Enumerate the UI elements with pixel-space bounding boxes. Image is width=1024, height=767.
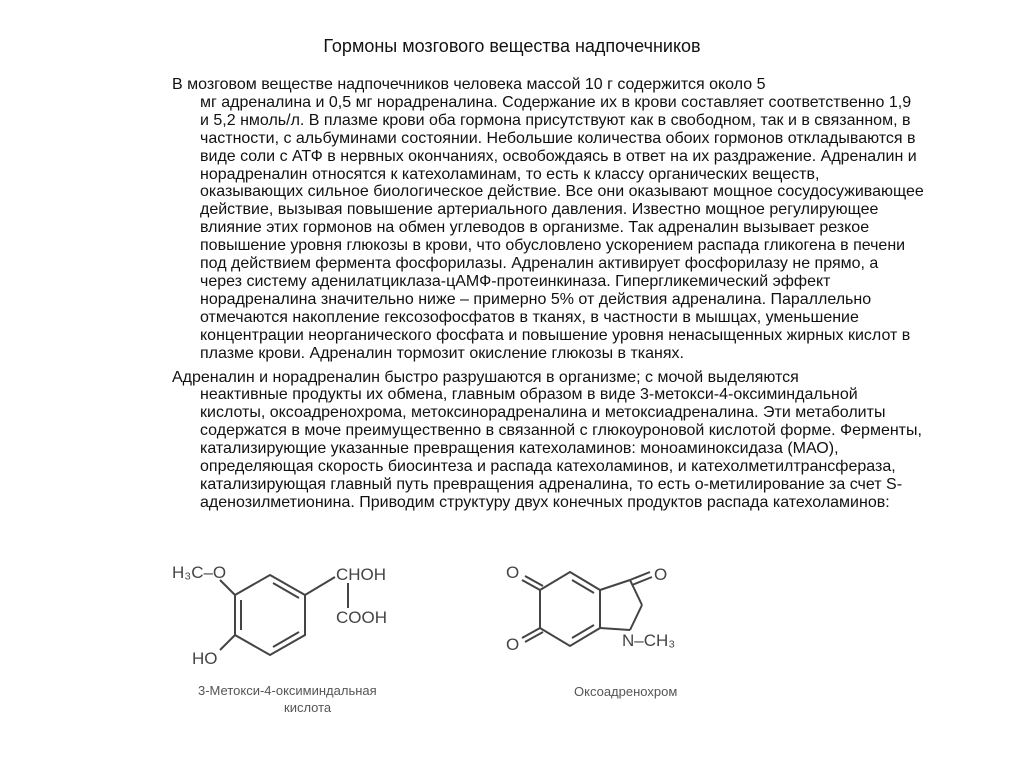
text-line: В мозговом веществе надпочечников человека массой 10 г содержится около 5	[172, 76, 766, 93]
text-line: Адреналин и норадреналин быстро разрушаются в организме; с мочой выделяются	[172, 368, 799, 386]
text-line: виде соли с АТФ в нервных окончаниях, освобождаясь в ответ на их раздражение. Адреналин и	[200, 147, 917, 165]
caption-structure-1-line2: кислота	[284, 700, 332, 715]
text-line: действие, вызывая повышение артериального давления. Известно мощное регулирующее	[200, 201, 879, 219]
text-line: мг адреналина и 0,5 мг норадреналина. Содержание их в крови составляет соответственно 1,9	[200, 93, 912, 111]
text-line: определяющая скорость биосинтеза и распада катехоламинов, и катехолметилтрансфераза,	[200, 458, 896, 476]
o-left-top-label: O	[506, 563, 520, 582]
cooh-label: COOH	[336, 608, 387, 627]
text-line: концентрации неорганического фосфата и повышение уровня ненасыщенных жирных кислот в	[200, 326, 911, 344]
text-line: под действием фермента фосфорилазы. Адреналин активирует фосфорилазу не прямо, а	[200, 255, 879, 273]
text-line: катализирующие указанные превращения катехоламинов: моноаминоксидаза (МАО),	[200, 440, 839, 458]
text-line: и 5,2 нмоль/л. В плазме крови оба гормона присутствуют как в свободном, так и в связанном, в	[200, 111, 911, 129]
text-line: норадреналина значительно ниже – примерно 5% от действия адреналина. Параллельно	[200, 290, 872, 308]
o-left-bottom-label: O	[506, 635, 520, 654]
text-line: катализирующая главный путь превращения адреналина, то есть о-метилирование за счет S-	[200, 475, 903, 493]
text-line: повышение уровня глюкозы в крови, что обусловлено ускорением распада гликогена в печени	[200, 237, 906, 255]
caption-structure-2: Оксоадренохром	[574, 684, 678, 699]
paragraph-2	[172, 369, 968, 512]
page-title: Гормоны мозгового вещества надпочечников	[323, 36, 701, 56]
paragraph-1	[172, 76, 968, 363]
structure-methoxy-hydroxymandelic-acid	[220, 575, 348, 655]
caption-structure-1-line1: 3-Метокси-4-оксиминдальная	[198, 683, 377, 698]
text-line: частности, с альбуминами состоянии. Небольшие количества обоих гормонов откладываются в	[200, 129, 916, 147]
text-line: аденозилметионина. Приводим структуру двух конечных продуктов распада катехоламинов:	[200, 493, 890, 511]
chohoh-label: CHOH	[336, 565, 387, 584]
text-line: плазме крови. Адреналин тормозит окисление глюкозы в тканях.	[200, 344, 684, 362]
o-top-label: O	[654, 565, 668, 584]
caption-structure-1	[198, 682, 458, 716]
text-line: через систему аденилатциклаза-цАМФ-протеинкиназа. Гипергликемический эффект	[200, 272, 831, 290]
nch3-label: N–CH₃	[622, 631, 676, 650]
h3co-label: H₃C–O	[172, 563, 227, 582]
text-line: отмечаются накопление гексозофосфатов в тканях, в частности в мышцах, уменьшение	[200, 308, 859, 326]
text-line: влияние этих гормонов на обмен углеводов в организме. Так адреналин вызывает резкое	[200, 219, 870, 237]
text-line: кислоты, оксоадренохрома, метоксинорадреналина и метоксиадреналина. Эти метаболиты	[200, 404, 886, 422]
text-line: содержатся в моче преимущественно в связанной с глюкоуроновой кислотой форме. Ферменты,	[200, 422, 922, 440]
ho-label: HO	[192, 649, 218, 668]
main-text	[172, 76, 968, 512]
text-line: норадреналин относятся к катехоламинам, то есть к классу органических веществ,	[200, 165, 820, 183]
text-line: оказывающих сильное биологическое действие. Все они оказывают мощное сосудосуживающее	[200, 183, 924, 201]
text-line: неактивные продукты их обмена, главным образом в виде 3-метокси-4-оксиминдальной	[200, 386, 858, 404]
